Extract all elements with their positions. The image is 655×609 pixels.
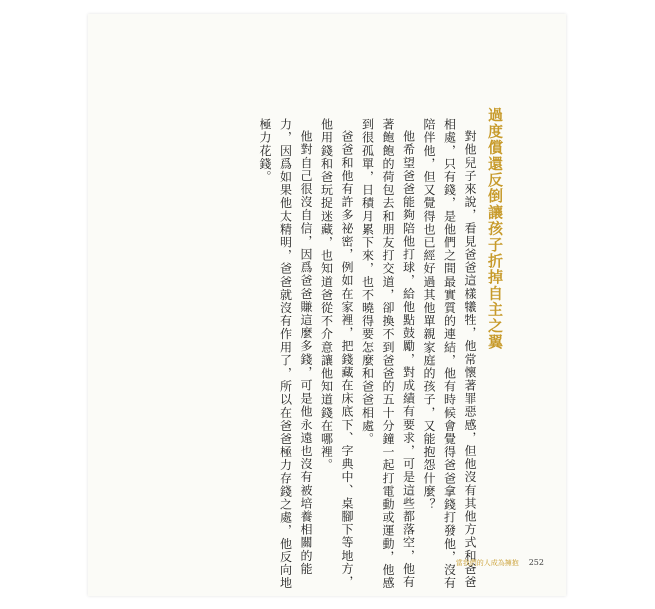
running-title: 當我們的人成為擁抱 — [455, 559, 519, 567]
paragraph-4: 他對自己很沒自信，因爲爸爸賺這麼多錢，可是他永遠也沒有被培養相關的能力，因爲如果他太精明，爸爸就沒有作用了，所以在爸爸極力存錢之處，他反向地極力花錢。 — [258, 118, 313, 590]
paragraph-1: 對他兒子來說，看見爸爸這樣犧牲，他常懷著罪惡感，但他沒有其他方式和爸爸相處，只有錢，是他們之間最實質的連結，他有時候會覺得爸爸拿錢打發他，沒有陪伴他，但又覺得也已經好過其他單親家庭的孩子，又能抱怨什麼？ — [422, 118, 477, 590]
book-page — [88, 14, 566, 596]
paragraph-2: 他希望爸爸能夠陪他打球，給他點鼓勵，對成績有要求，可是這些都落空，他有著飽飽的荷包去和朋友打交道，卻換不到爸爸的五十分鐘一起打電動或運動，他感到很孤單，日積月累下來，也不曉得要怎麼和爸爸相處。 — [360, 118, 416, 590]
page-footer — [456, 558, 544, 568]
paragraph-3: 爸爸和他有許多祕密，例如在家裡，把錢藏在床底下、字典中、桌腳下等地方，他用錢和爸玩捉迷藏，也知道爸從不介意讓他知道錢在哪裡。 — [319, 118, 354, 589]
body-text — [255, 118, 481, 598]
section-title: 過度償還反倒讓孩子折掉自主之翼 — [486, 107, 504, 350]
page-number: 252 — [528, 558, 544, 567]
